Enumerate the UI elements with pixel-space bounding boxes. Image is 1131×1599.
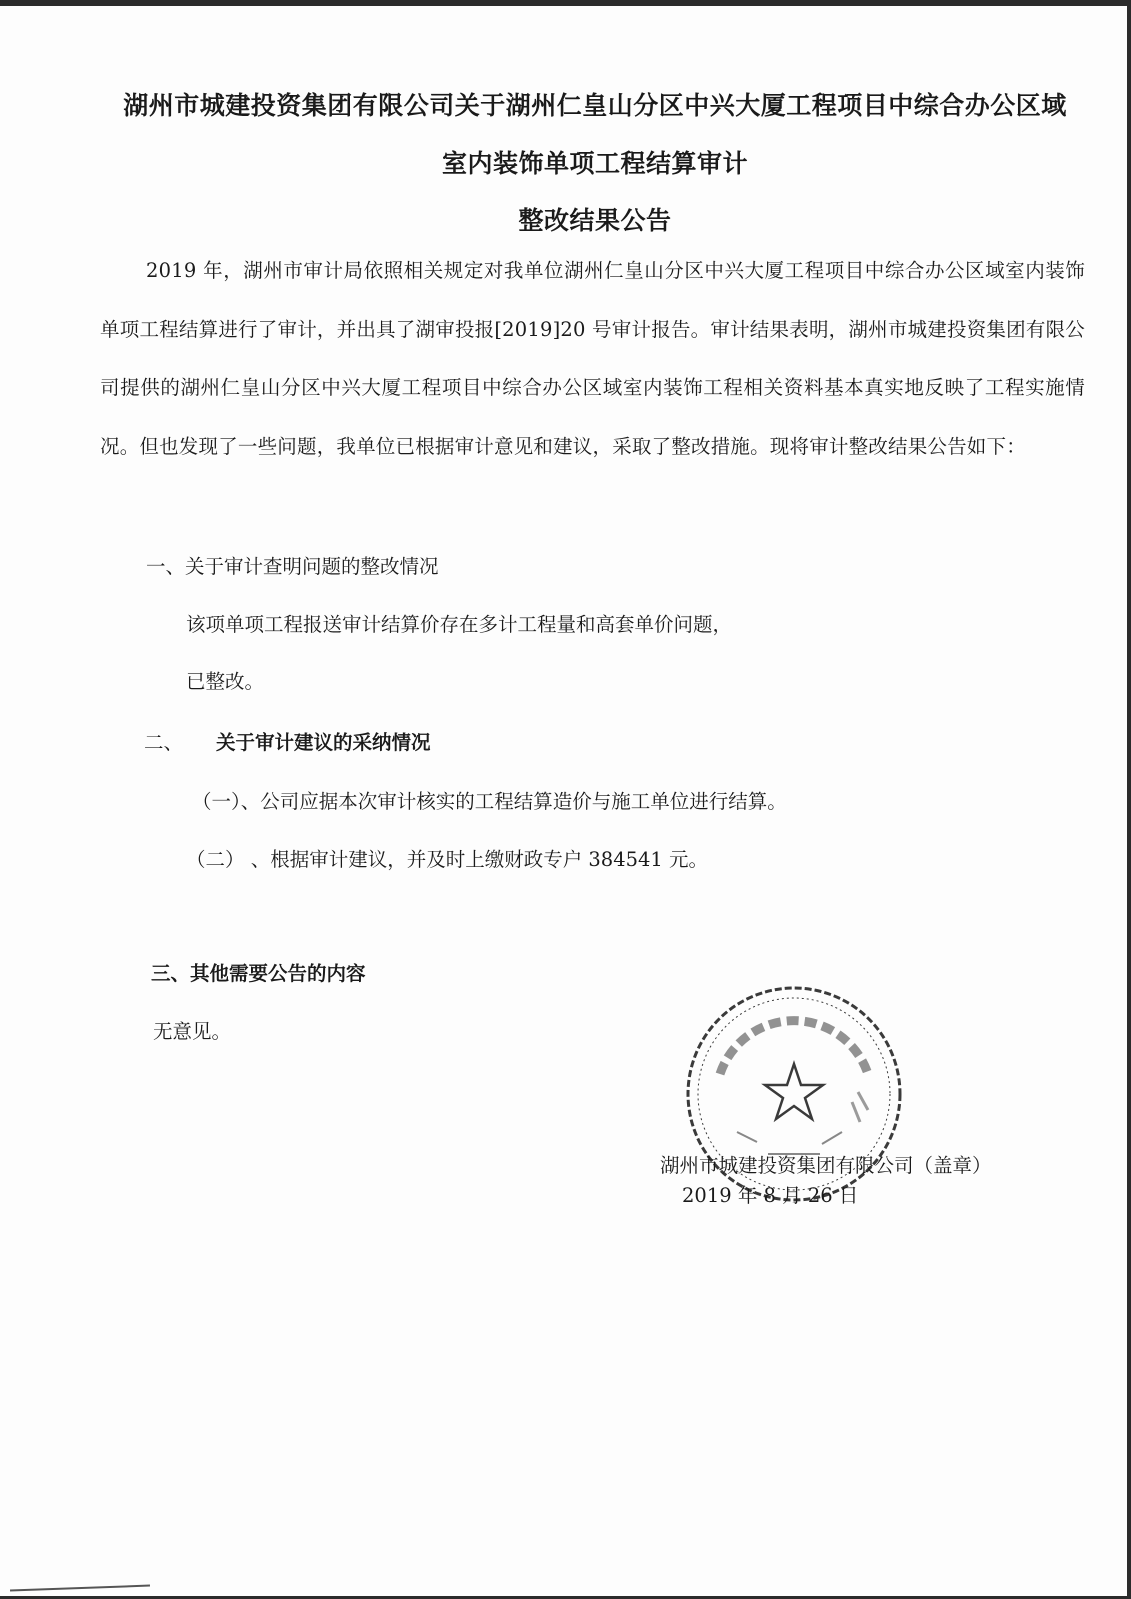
scan-mark	[10, 1585, 150, 1592]
section-3-body: 无意见。	[153, 1020, 232, 1043]
intro-paragraph: 2019 年，湖州市审计局依照相关规定对我单位湖州仁皇山分区中兴大厦工程项目中综合办公区域室内装饰单项工程结算进行了审计，并出具了湖审投报[2019]20 号审计报告。审计结果表明，湖州市城建投资集团有限公司提供的湖州仁皇山分区中兴大厦工程项目中综合办公区域室内装饰工程相关资料基本真实地反映了工程实施情况。但也发现了一些问题，我单位已根据审计意见和建议，采取了整改措施。现将审计整改结果公告如下：	[100, 259, 1085, 458]
section-2-number: 二、	[144, 731, 184, 754]
section-1-heading: 一、关于审计查明问题的整改情况	[146, 555, 439, 578]
title-line-1: 湖州市城建投资集团有限公司关于湖州仁皇山分区中兴大厦工程项目中综合办公区域	[123, 91, 1067, 120]
scan-border-right	[1127, 0, 1131, 1599]
section-2-item-1: （一）、公司应据本次审计核实的工程结算造价与施工单位进行结算。	[192, 790, 787, 813]
section-2-heading: 关于审计建议的采纳情况	[216, 731, 431, 754]
section-1-done: 已整改。	[186, 670, 265, 693]
section-2-item-2: （二） 、根据审计建议，并及时上缴财政专户 384541 元。	[186, 848, 709, 871]
section-1-body: 该项单项工程报送审计结算价存在多计工程量和高套单价问题，	[186, 613, 733, 636]
scan-border-top	[0, 0, 1131, 6]
title-line-2: 室内装饰单项工程结算审计	[441, 149, 748, 178]
title-line-3: 整改结果公告	[518, 206, 672, 235]
signature-date: 2019 年 8 月 26 日	[682, 1184, 859, 1207]
section-3-heading: 三、其他需要公告的内容	[151, 962, 366, 985]
signature-organization: 湖州市城建投资集团有限公司（盖章）	[660, 1154, 992, 1177]
